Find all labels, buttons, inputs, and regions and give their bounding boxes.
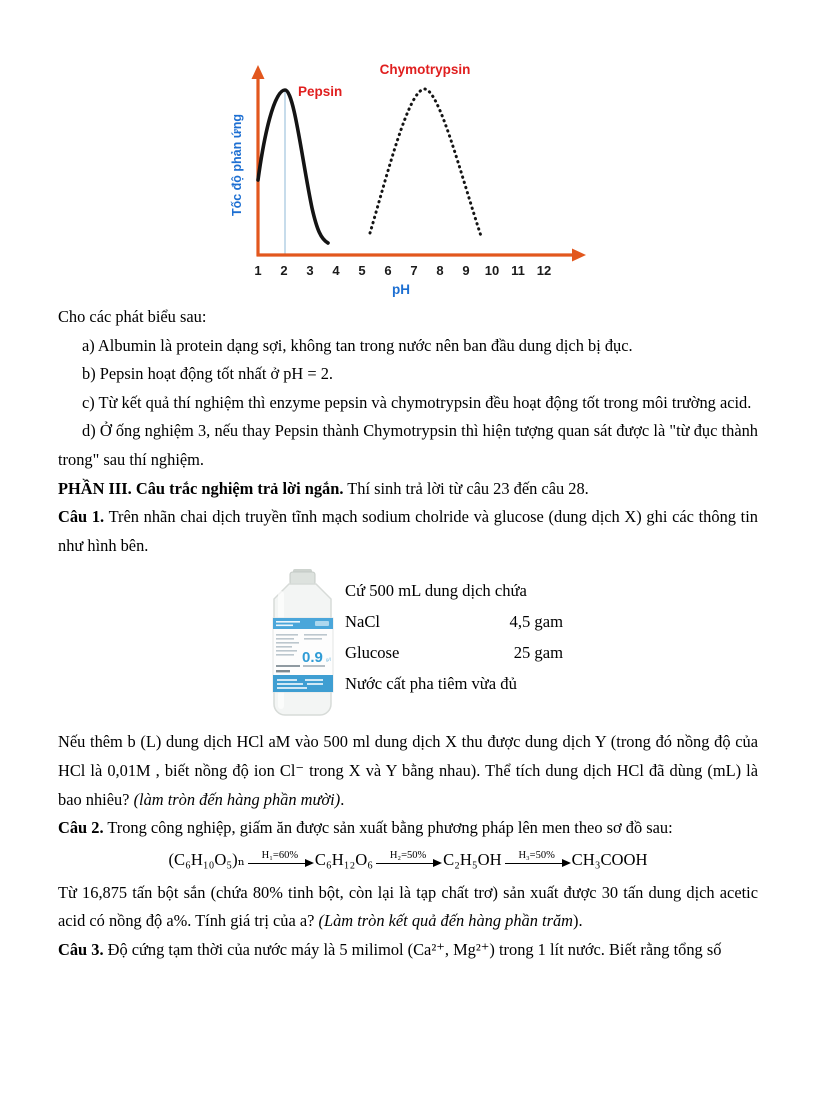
pepsin-curve [258,90,328,243]
iv-info-footer: Nước cất pha tiêm vừa đủ [345,674,517,694]
cau3-intro [58,936,758,965]
x-tick: 10 [484,263,500,278]
x-tick: 7 [410,263,418,278]
phan3-heading [58,475,758,504]
label-header-badge [315,621,329,626]
x-tick: 8 [436,263,444,278]
cau2-question [58,879,758,936]
y-axis-arrow-icon [252,65,265,79]
chem-formula-starch: (C₆H₁₀O₅)ₙ [168,849,245,869]
substance-name: NaCl [345,612,381,632]
x-tick: 6 [384,263,392,278]
bottle-cap [290,572,315,585]
cau1-question-end: . [340,789,345,809]
cau1-question [58,728,758,814]
enzyme-ph-chart-svg [228,52,598,302]
x-tick-labels [254,263,551,278]
iv-bottle-image [255,569,350,717]
reaction-condition: H₁=60% [261,850,299,862]
fermentation-equation [58,848,758,872]
reaction-arrow [505,850,569,869]
statement-c: c) Từ kết quả thí nghiệm thì enzyme pepsin và chymotrypsin đều hoạt động tốt trong môi trường acid. [82,392,752,412]
reaction-condition: H₃=50% [518,850,555,862]
x-axis-arrow-icon [572,249,586,262]
pepsin-label: Pepsin [298,84,343,99]
cau2-question-text: Từ 16,875 tấn bột sắn (chứa 80% tinh bột, còn lại là tạp chất trơ) sản xuất được 30 tấn dung dịch acetic acid có nồng độ a%. Tính giá trị của a? [58,882,758,931]
reaction-arrow [376,850,440,869]
chem-formula-glucose: C₆H₁₂O₆ [314,849,374,869]
x-tick: 2 [280,263,288,278]
chem-formula-acetic-acid: CH₃COOH [571,849,648,869]
arrow-line-icon [248,863,312,869]
arrow-line-icon [376,863,440,869]
y-axis-title: Tốc độ phản ứng [230,113,244,217]
label-header-text-mark [276,625,293,627]
iv-info-row [345,606,563,637]
cau1-intro [58,503,758,560]
x-tick: 4 [332,263,340,278]
x-tick: 3 [306,263,314,278]
substance-amount: 4,5 gam [509,612,563,632]
dose-unit-mark: g/l [326,657,331,663]
iv-label-info [345,569,563,699]
cau1-text: Trên nhãn chai dịch truyền tĩnh mạch sodium cholride và glucose (dung dịch X) ghi các thông tin như hình bên. [58,507,758,555]
chem-formula-ethanol: C₂H₅OH [443,849,502,869]
iv-bottle-figure [255,569,758,719]
chymotrypsin-curve [370,89,481,236]
reaction-arrow [248,850,312,869]
x-axis-title: pH [392,282,410,297]
x-tick: 9 [462,263,470,278]
statement-b: b) Pepsin hoạt động tốt nhất ở pH = 2. [82,364,334,384]
substance-amount: 25 gam [513,643,563,663]
cau2-label: Câu 2. [58,818,104,838]
cau1-rounding-note: (làm tròn đến hàng phần mười) [133,789,341,809]
phan3-label: PHẦN III. Câu trắc nghiệm trả lời ngắn. [58,478,344,498]
cau3-label: Câu 3. [58,939,104,959]
substance-name: Glucose [345,643,400,663]
x-tick: 12 [536,263,552,278]
statement-d: d) Ở ống nghiệm 3, nếu thay Pepsin thành Chymotrypsin thì hiện tượng quan sát được là "từ đục thành trong" sau thí nghiệm. [58,421,758,469]
cau1-label: Câu 1. [58,507,105,527]
x-tick: 11 [511,263,525,278]
label-header-text-mark [276,621,300,623]
phan3-text: Thí sinh trả lời từ câu 23 đến câu 28. [343,478,589,498]
iv-info-header: Cứ 500 mL dung dịch chứa [345,581,527,601]
statements-intro: Cho các phát biểu sau: [58,307,207,326]
reaction-condition: H₂=50% [389,850,427,862]
chymotrypsin-label: Chymotrypsin [379,62,471,77]
iv-info-row [345,637,563,668]
cau1-question-text: Nếu thêm b (L) dung dịch HCl aM vào 500 ml dung dịch X thu được dung dịch Y (trong đó nồng độ của HCl là 0,01M , biết nồng độ ion Cl⁻ trong X và Y bằng nhau). Thể tích dung dịch HCl đã dùng (mL) là bao nhiêu? [58,732,758,809]
statement-a: a) Albumin là protein dạng sợi, không tan trong nước nên ban đầu dung dịch bị đục. [82,335,633,355]
x-tick: 5 [358,263,366,278]
dose-value: 0.9 [302,649,323,667]
cau2-question-end: ). [573,911,583,931]
enzyme-ph-chart [228,52,598,302]
cau3-text: Độ cứng tạm thời của nước máy là 5 milimol (Ca²⁺, Mg²⁺) trong 1 lít nước. Biết rằng tổng số [103,939,722,959]
cau2-rounding-note: (Làm tròn kết quả đến hàng phần trăm [318,911,573,931]
x-tick: 1 [254,263,262,278]
document-page [0,52,816,1108]
arrow-line-icon [505,863,569,869]
cau2-intro [58,814,758,843]
cau2-text: Trong công nghiệp, giấm ăn được sản xuất bằng phương pháp lên men theo sơ đồ sau: [103,818,673,838]
